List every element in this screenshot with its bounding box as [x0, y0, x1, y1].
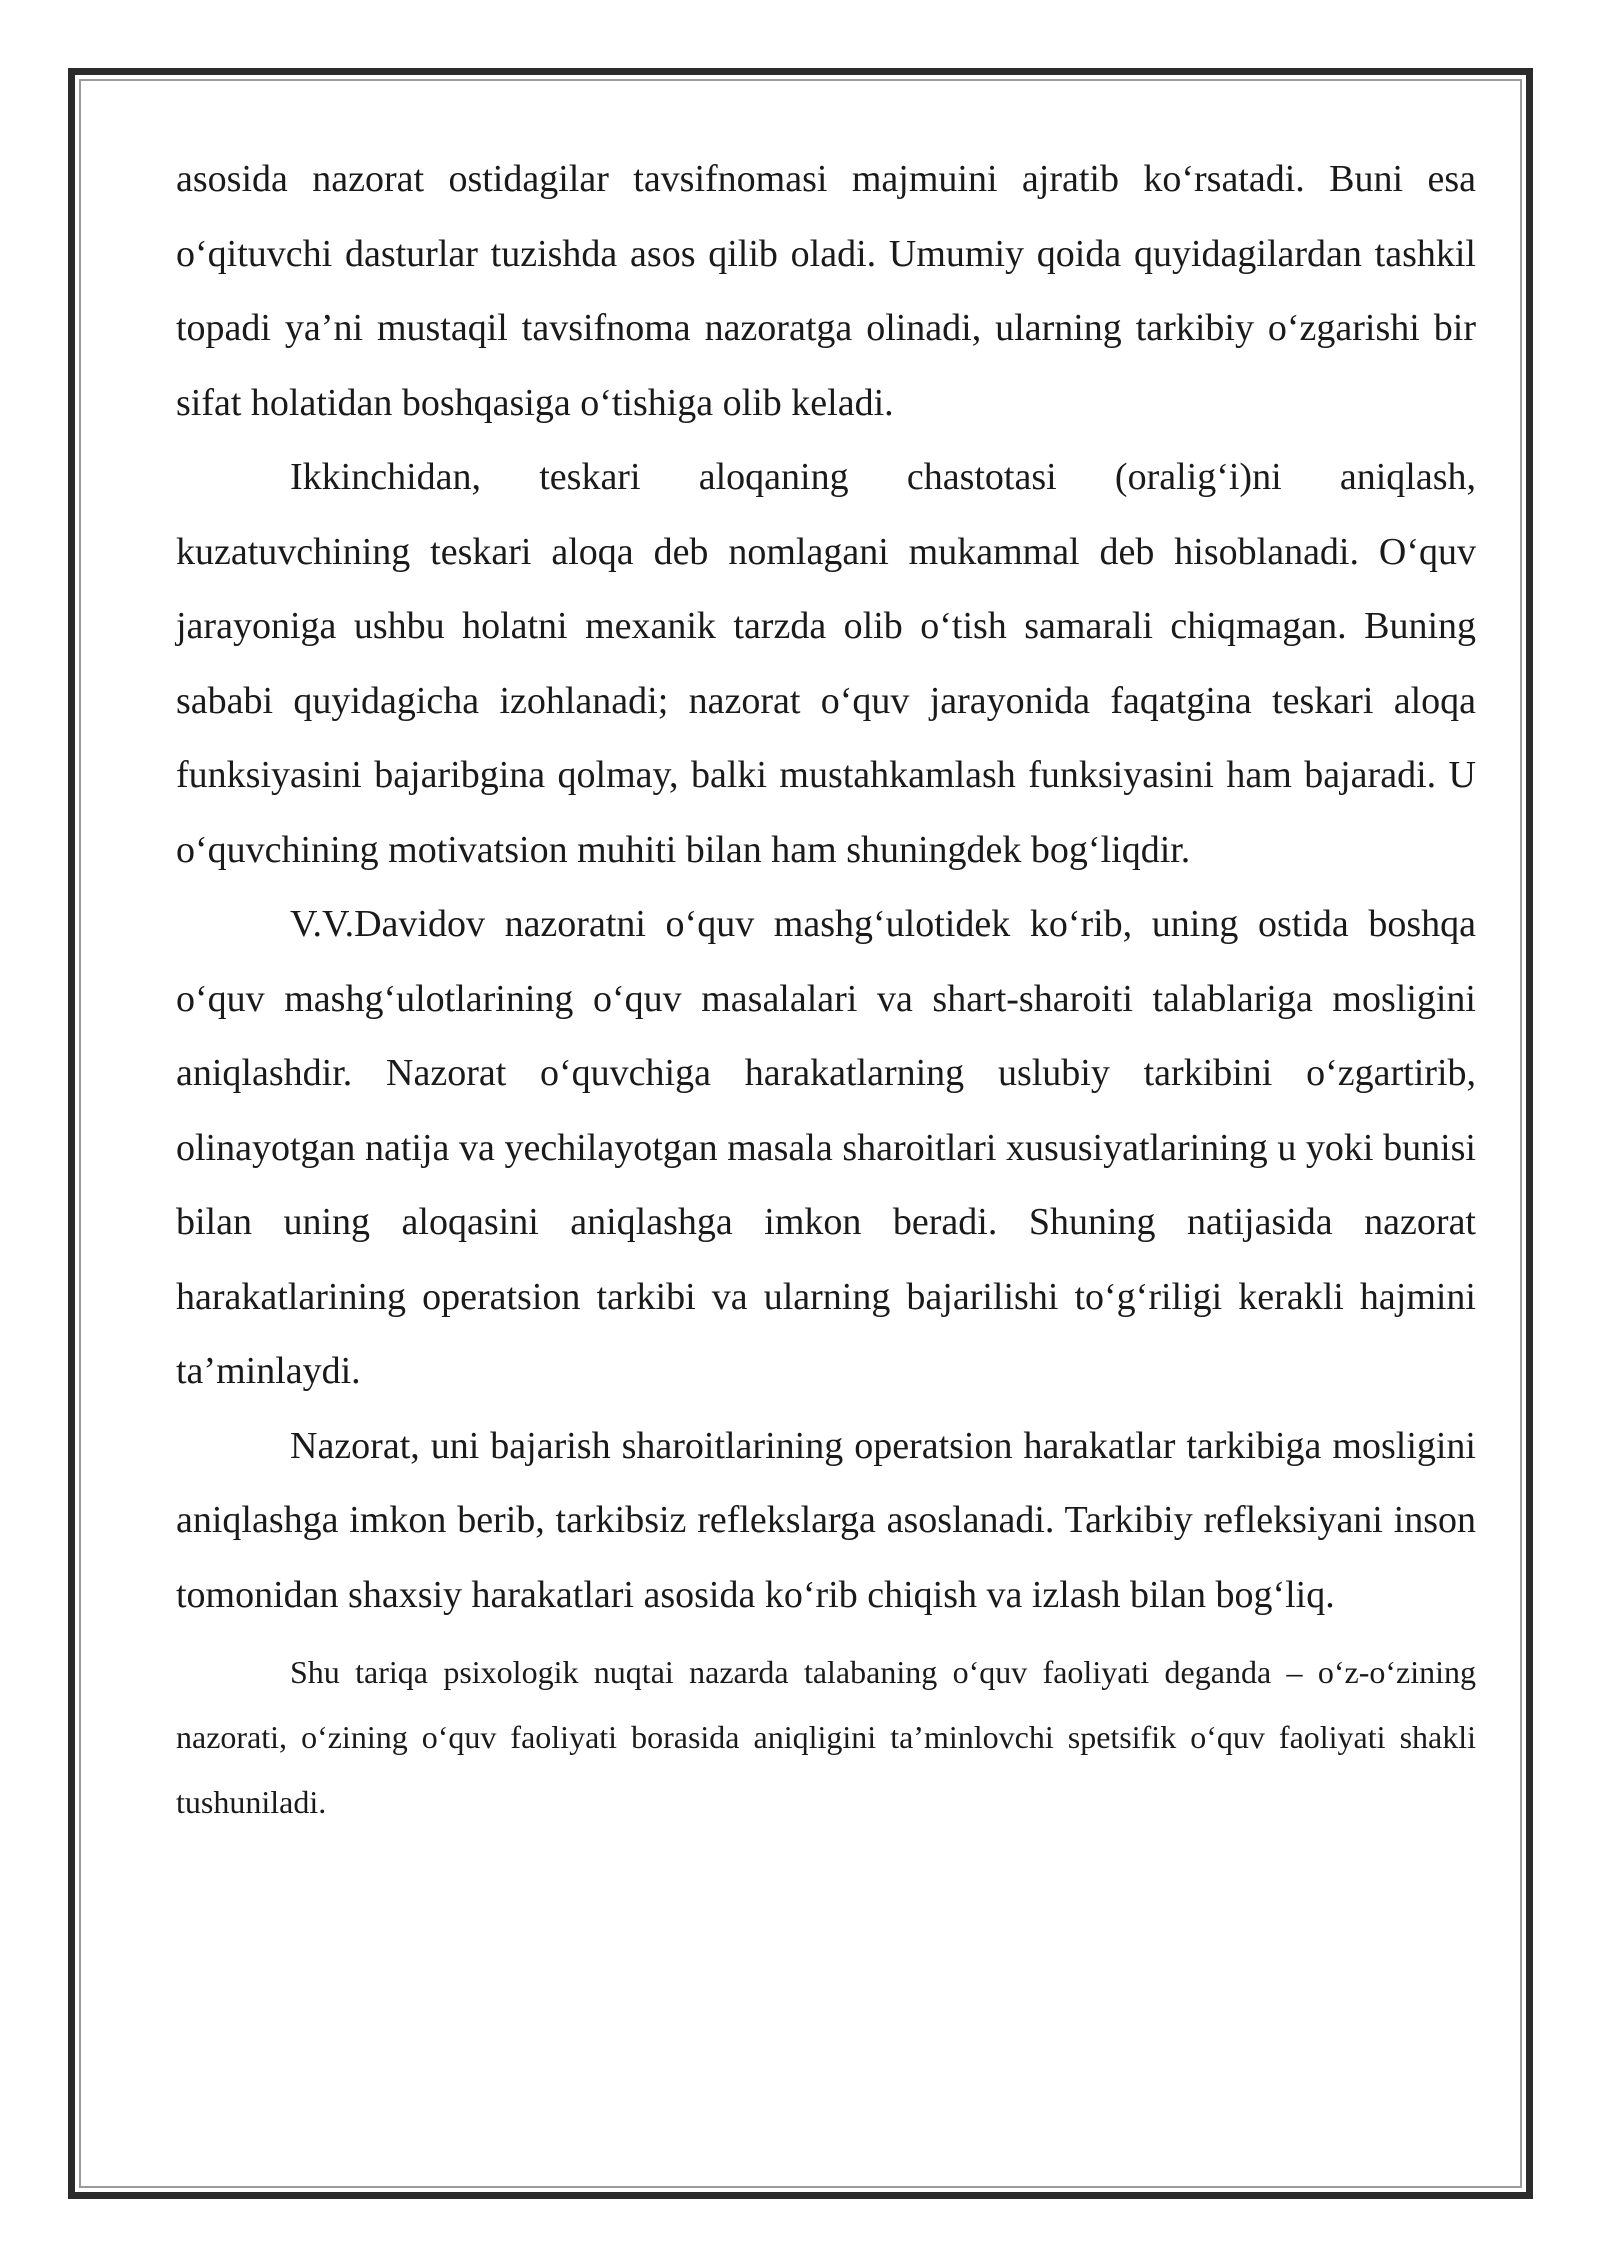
document-body [176, 142, 1476, 1835]
paragraph-2: Ikkinchidan, teskari aloqaning chastotasi (oralig‘i)ni aniqlash, kuzatuvchining teskari aloqa deb nomlagani mukammal deb hisoblanadi. O‘quv jarayoniga ushbu holatni mexanik tarzda olib o‘tish samarali chiqmagan. Buning sababi quyidagicha izohlanadi; nazorat o‘quv jarayonida faqatgina teskari aloqa funksiyasini bajaribgina qolmay, balki mustahkamlash funksiyasini ham bajaradi. U o‘quvchining motivatsion muhiti bilan ham shuningdek bog‘liqdir. [176, 456, 1476, 871]
paragraph-4: Nazorat, uni bajarish sharoitlarining operatsion harakatlar tarkibiga mosligini aniqlashga imkon berib, tarkibsiz reflekslarga asoslanadi. Tarkibiy refleksiyani inson tomonidan shaxsiy harakatlari asosida ko‘rib chiqish va izlash bilan bog‘liq. [176, 1424, 1476, 1616]
paragraph-5: Shu tariqa psixologik nuqtai nazarda talabaning o‘quv faoliyati deganda – o‘z-o‘zining nazorati, o‘zining o‘quv faoliyati borasida aniqligini ta’minlovchi spetsifik o‘quv faoliyati shakli tushuniladi. [176, 1654, 1476, 1820]
paragraph-3: V.V.Davidov nazoratni o‘quv mashg‘ulotidek ko‘rib, uning ostida boshqa o‘quv mashg‘ulotlarining o‘quv masalalari va shart-sharoiti talablariga mosligini aniqlashdir. Nazorat o‘quvchiga harakatlarning uslubiy tarkibini o‘zgartirib, olinayotgan natija va yechilayotgan masala sharoitlari xususiyatlarining u yoki bunisi bilan uning aloqasini aniqlashga imkon beradi. Shuning natijasida nazorat harakatlarining operatsion tarkibi va ularning bajarilishi to‘g‘riligi kerakli hajmini ta’minlaydi. [176, 903, 1476, 1392]
paragraph-1: asosida nazorat ostidagilar tavsifnomasi majmuini ajratib ko‘rsatadi. Buni esa o‘qituvchi dasturlar tuzishda asos qilib oladi. Umumiy qoida quyidagilardan tashkil topadi ya’ni mustaqil tavsifnoma nazoratga olinadi, ularning tarkibiy o‘zgarishi bir sifat holatidan boshqasiga o‘tishiga olib keladi. [176, 158, 1476, 424]
